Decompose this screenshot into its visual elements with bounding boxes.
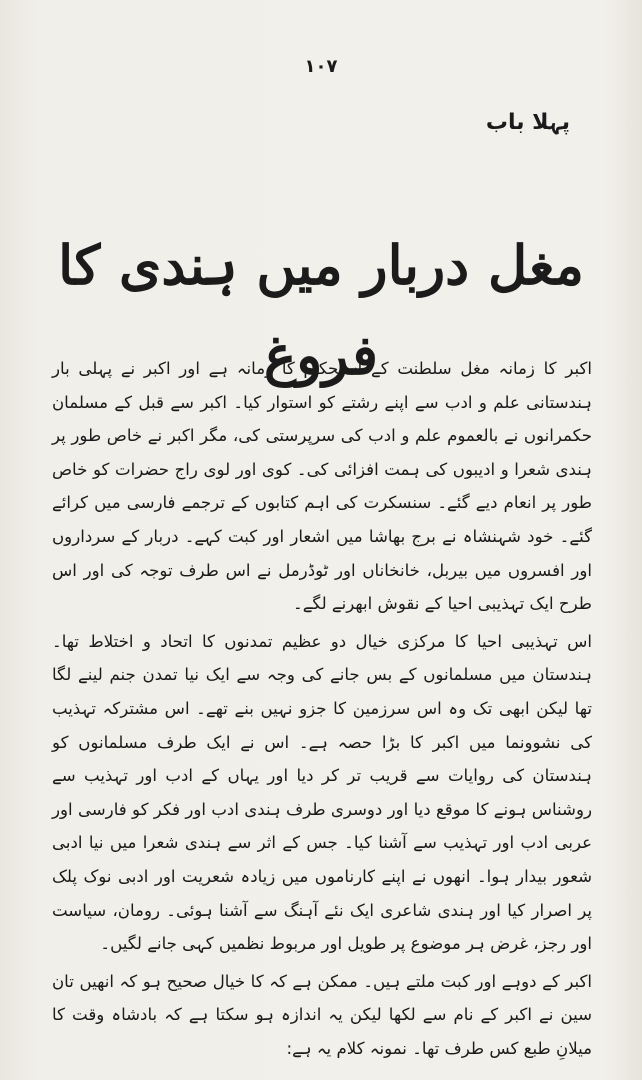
- page-number: ١٠٧: [304, 56, 338, 77]
- chapter-title: مغل دربار میں ہندی کا فروغ: [58, 233, 584, 387]
- paragraph-1: اکبر کا زمانہ مغل سلطنت کے استحکام کا زمانہ ہے اور اکبر نے پہلی بار ہندستانی علم و ادب سے اپنے رشتے کو استوار کیا۔ اکبر سے قبل کے مسلمان حکمرانوں نے بالعموم علم و ادب کی سرپرستی کی، مگر اکبر نے خاص طور پر ہندی شعرا و ادیبوں کی ہمت افزائی کی۔ کوی اور لوی راج حضرات کو خاص طور پر انعام دیے گئے۔ سنسکرت کی اہم کتابوں کے ترجمے فارسی میں کرائے گئے۔ خود شہنشاہ نے برج بھاشا میں اشعار اور کبت کہے۔ دربار کے سرداروں اور افسروں میں بیربل، خانخاناں اور ٹوڈرمل نے اس طرف توجہ کی اور اس طرح ایک تہذیبی احیا کے نقوش ابھرنے لگے۔: [52, 359, 592, 614]
- paragraph-3: اکبر کے دوہے اور کبت ملتے ہیں۔ ممکن ہے کہ کا خیال صحیح ہو کہ انھیں تان سین نے اکبر کے نام سے لکھا لیکن یہ اندازہ ہو سکتا ہے کہ بادشاہ وقت کا میلانِ طبع کس طرف تھا۔ نمونہ کلام یہ ہے:: [52, 971, 592, 1058]
- paragraph-2: اس تہذیبی احیا کا مرکزی خیال دو عظیم تمدنوں کا اتحاد و اختلاط تھا۔ ہندستان میں مسلمانوں کے بس جانے کی وجہ سے ایک نیا تمدن جنم لینے لگا تھا لیکن ابھی تک وہ اس سرزمین کا جزو نہیں بنے تھے۔ اس مشترکہ تہذیب کی نشوونما میں اکبر کا بڑا حصہ ہے۔ اس نے ایک طرف مسلمانوں کو ہندستان کی روایات سے قریب تر کر دیا اور یہاں کے ادب اور تہذیب سے روشناس ہونے کا موقع دیا اور دوسری طرف ہندی ادب اور فکر کو فارسی اور عربی ادب اور تہذیب سے آشنا کیا۔ جس کے اثر سے ہندی شعرا میں نیا ادبی شعور بیدار ہوا۔ انھوں نے اپنے کارناموں میں زیادہ شعریت اور ادبی نوک پلک پر اصرار کیا اور ہندی شاعری ایک نئے آہنگ سے آشنا ہوئی۔ رومان، سیاست اور رجز، غرض ہر موضوع پر طویل اور مربوط نظمیں کہی جانے لگیں۔: [52, 631, 592, 954]
- body-text: [52, 352, 592, 1065]
- chapter-label: پہلا باب: [485, 110, 570, 135]
